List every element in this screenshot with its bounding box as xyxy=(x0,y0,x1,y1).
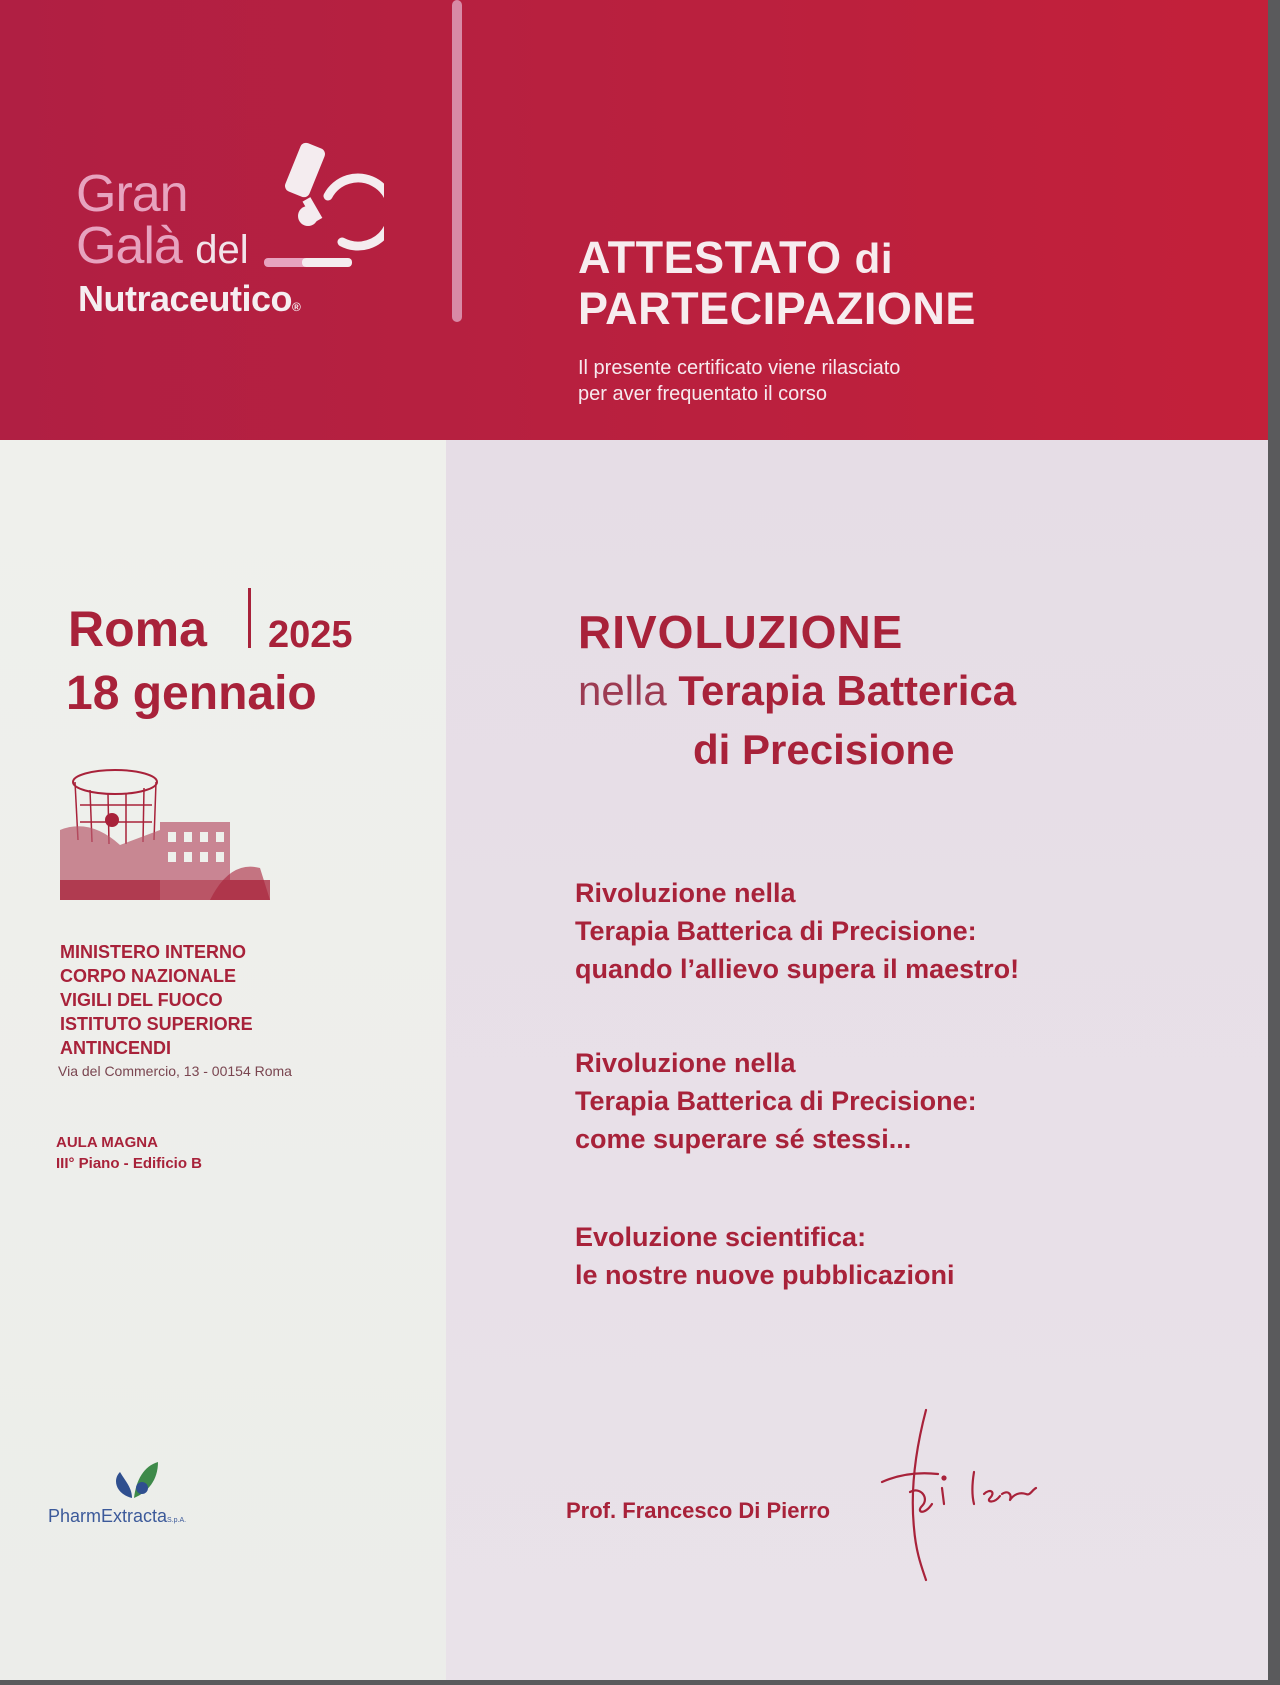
city-year-separator xyxy=(248,588,251,648)
event-year: 2025 xyxy=(268,614,353,656)
course-title-line1: RIVOLUZIONE xyxy=(578,606,904,658)
event-date: 18 gennaio xyxy=(66,667,317,720)
topic-item: Rivoluzione nella Terapia Batterica di Precisione: come superare sé stessi... xyxy=(575,1048,977,1154)
logo-line1: Gran xyxy=(76,165,188,223)
event-city: Roma xyxy=(68,601,207,657)
topic-item: Rivoluzione nella Terapia Batterica di Precisione: quando l’allievo supera il maestro! xyxy=(575,878,1020,984)
venue-address: Via del Commercio, 13 - 00154 Roma xyxy=(58,1063,292,1079)
leaf-icon xyxy=(102,1458,162,1504)
header-divider xyxy=(452,0,462,322)
venue-room: AULA MAGNA III° Piano - Edificio B xyxy=(56,1134,203,1172)
event-logo xyxy=(72,160,402,340)
certificate-title: ATTESTATO di PARTECIPAZIONE xyxy=(578,232,976,334)
venue-institution: MINISTERO INTERNO CORPO NAZIONALE VIGILI DEL FUOCO ISTITUTO SUPERIORE ANTINCENDI xyxy=(60,942,253,1058)
course-title-line2: nella Terapia Batterica xyxy=(578,667,1017,714)
handwritten-signature xyxy=(880,1408,1040,1588)
logo-line2: Galà del xyxy=(76,217,249,275)
sponsor-name: PharmExtractaS.p.A. xyxy=(48,1506,187,1526)
header-band xyxy=(0,0,1268,440)
microscope-icon xyxy=(264,138,384,288)
certificate-subtitle: Il presente certificato viene rilasciato per aver frequentato il corso xyxy=(578,357,901,405)
course-title-line3: di Precisione xyxy=(693,726,955,773)
sponsor-logo xyxy=(46,1458,246,1528)
venue-illustration xyxy=(60,760,270,900)
logo-line3: Nutraceutico® xyxy=(78,278,301,319)
signatory-name: Prof. Francesco Di Pierro xyxy=(566,1498,831,1523)
topic-item: Evoluzione scientifica: le nostre nuove pubblicazioni xyxy=(575,1222,955,1290)
